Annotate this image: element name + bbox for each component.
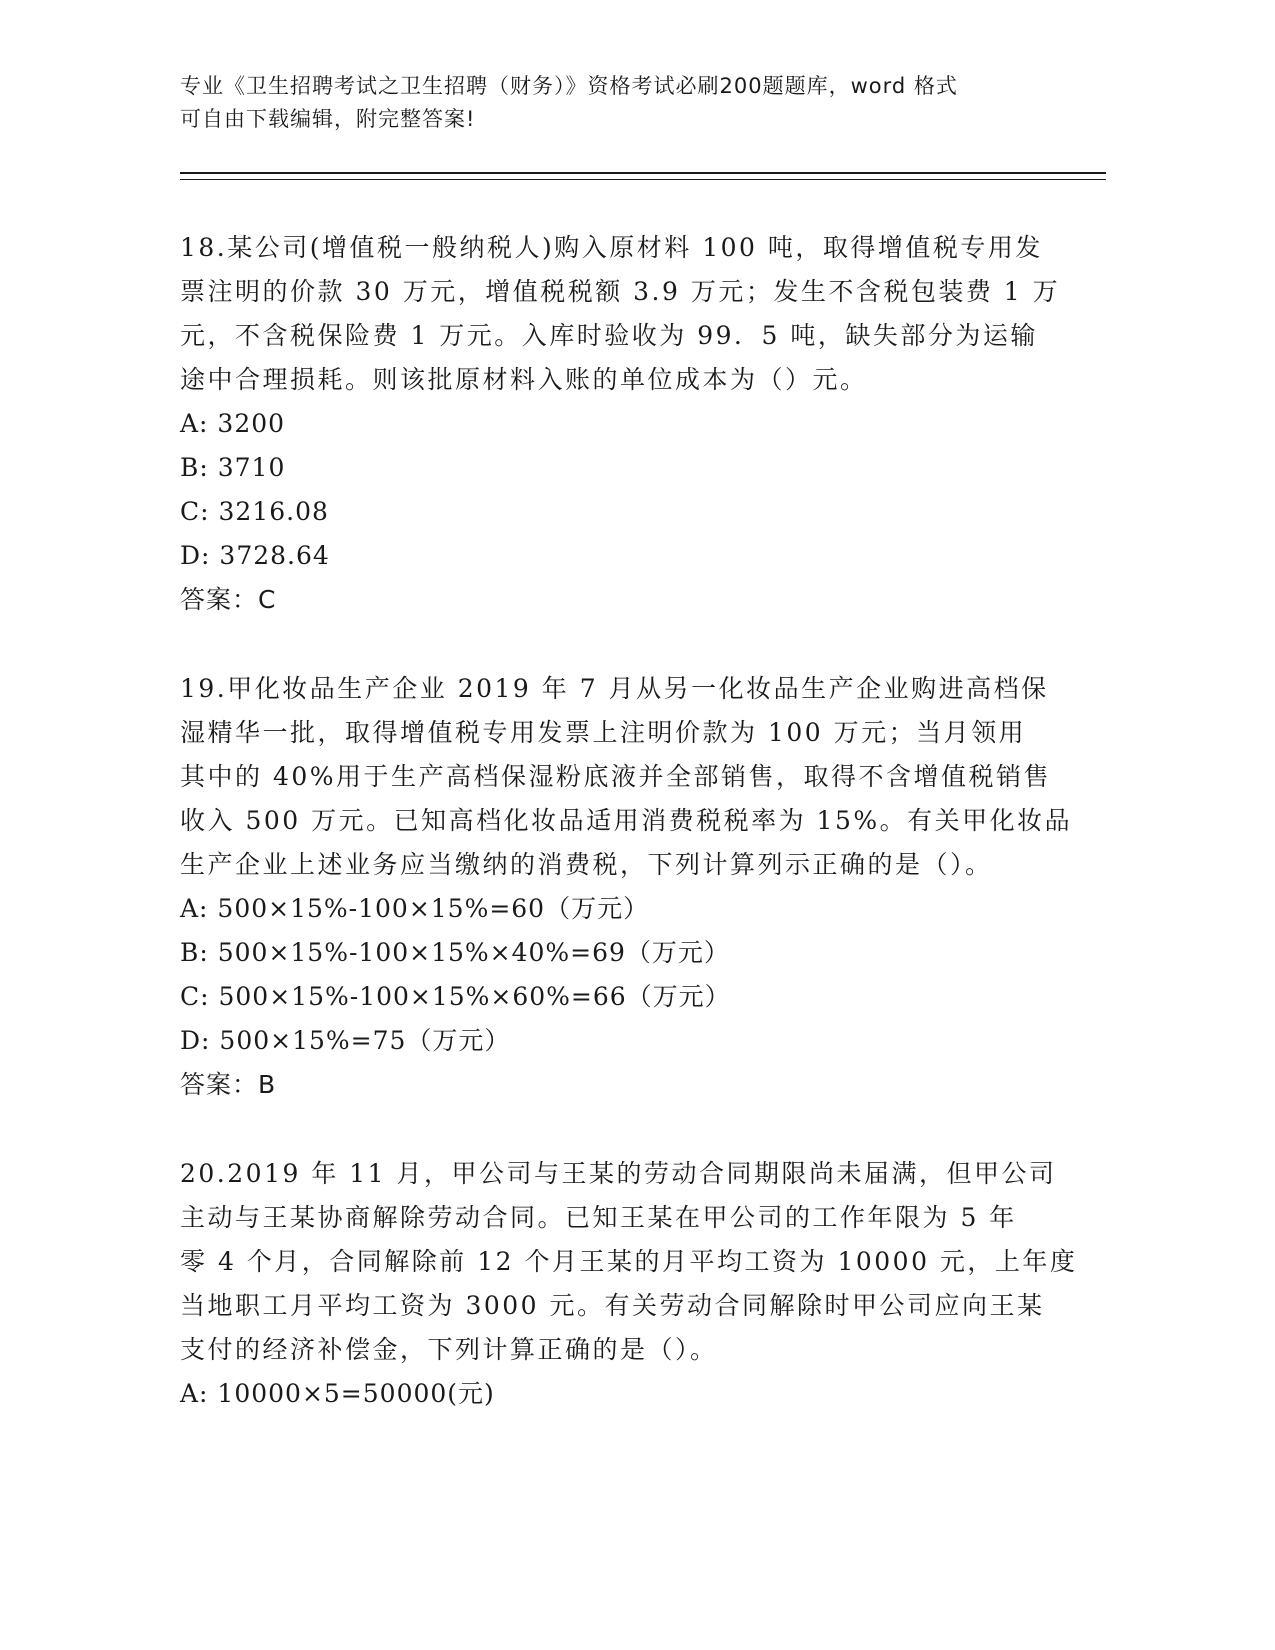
stem-line: 19.甲化妆品生产企业 2019 年 7 月从另一化妆品生产企业购进高档保 — [180, 674, 1049, 703]
option-c: C: 500×15%-100×15%×60%=66（万元） — [180, 982, 731, 1011]
question-18 — [180, 226, 1080, 622]
stem-line: 当地职工月平均工资为 3000 元。有关劳动合同解除时甲公司应向王某 — [180, 1291, 1045, 1320]
stem-line: 支付的经济补偿金，下列计算正确的是（）。 — [180, 1335, 718, 1364]
option-c: C: 3216.08 — [180, 497, 329, 526]
option-d: D: 500×15%=75（万元） — [180, 1026, 511, 1055]
option-b: B: 3710 — [180, 453, 286, 482]
stem-line: 收入 500 万元。已知高档化妆品适用消费税税率为 15%。有关甲化妆品 — [180, 806, 1073, 835]
option-a: A: 10000×5=50000(元) — [180, 1379, 495, 1408]
document-header — [180, 70, 1060, 136]
stem-line: 其中的 40%用于生产高档保湿粉底液并全部销售，取得不含增值税销售 — [180, 762, 1052, 791]
stem-line: 生产企业上述业务应当缴纳的消费税，下列计算列示正确的是（）。 — [180, 850, 993, 879]
header-line-1: 专业《卫生招聘考试之卫生招聘（财务）》资格考试必刷200题题库，word 格式 — [180, 74, 958, 98]
question-stem — [180, 226, 1080, 402]
stem-line: 湿精华一批，取得增值税专用发票上注明价款为 100 万元；当月领用 — [180, 718, 1027, 747]
stem-line: 主动与王某协商解除劳动合同。已知王某在甲公司的工作年限为 5 年 — [180, 1203, 1017, 1232]
question-19 — [180, 667, 1080, 1107]
option-d: D: 3728.64 — [180, 541, 330, 570]
answer-line: 答案：C — [180, 585, 277, 614]
question-stem — [180, 1152, 1080, 1372]
stem-line: 20.2019 年 11 月，甲公司与王某的劳动合同期限尚未届满，但甲公司 — [180, 1159, 1057, 1188]
option-a: A: 500×15%-100×15%=60（万元） — [180, 894, 650, 923]
option-a: A: 3200 — [180, 409, 286, 438]
stem-line: 元，不含税保险费 1 万元。入库时验收为 99．5 吨，缺失部分为运输 — [180, 321, 1038, 350]
question-list — [180, 226, 1080, 1461]
header-divider-thin — [180, 179, 1106, 180]
stem-line: 18.某公司(增值税一般纳税人)购入原材料 100 吨，取得增值税专用发 — [180, 233, 1043, 262]
header-line-2: 可自由下载编辑，附完整答案! — [180, 107, 476, 131]
stem-line: 票注明的价款 30 万元，增值税税额 3.9 万元；发生不含税包装费 1 万 — [180, 277, 1061, 306]
answer-line: 答案：B — [180, 1070, 277, 1099]
option-b: B: 500×15%-100×15%×40%=69（万元） — [180, 938, 730, 967]
question-20 — [180, 1152, 1080, 1416]
header-divider-thick — [180, 172, 1106, 174]
stem-line: 零 4 个月，合同解除前 12 个月王某的月平均工资为 10000 元，上年度 — [180, 1247, 1078, 1276]
question-stem — [180, 667, 1080, 887]
stem-line: 途中合理损耗。则该批原材料入账的单位成本为（）元。 — [180, 365, 868, 394]
